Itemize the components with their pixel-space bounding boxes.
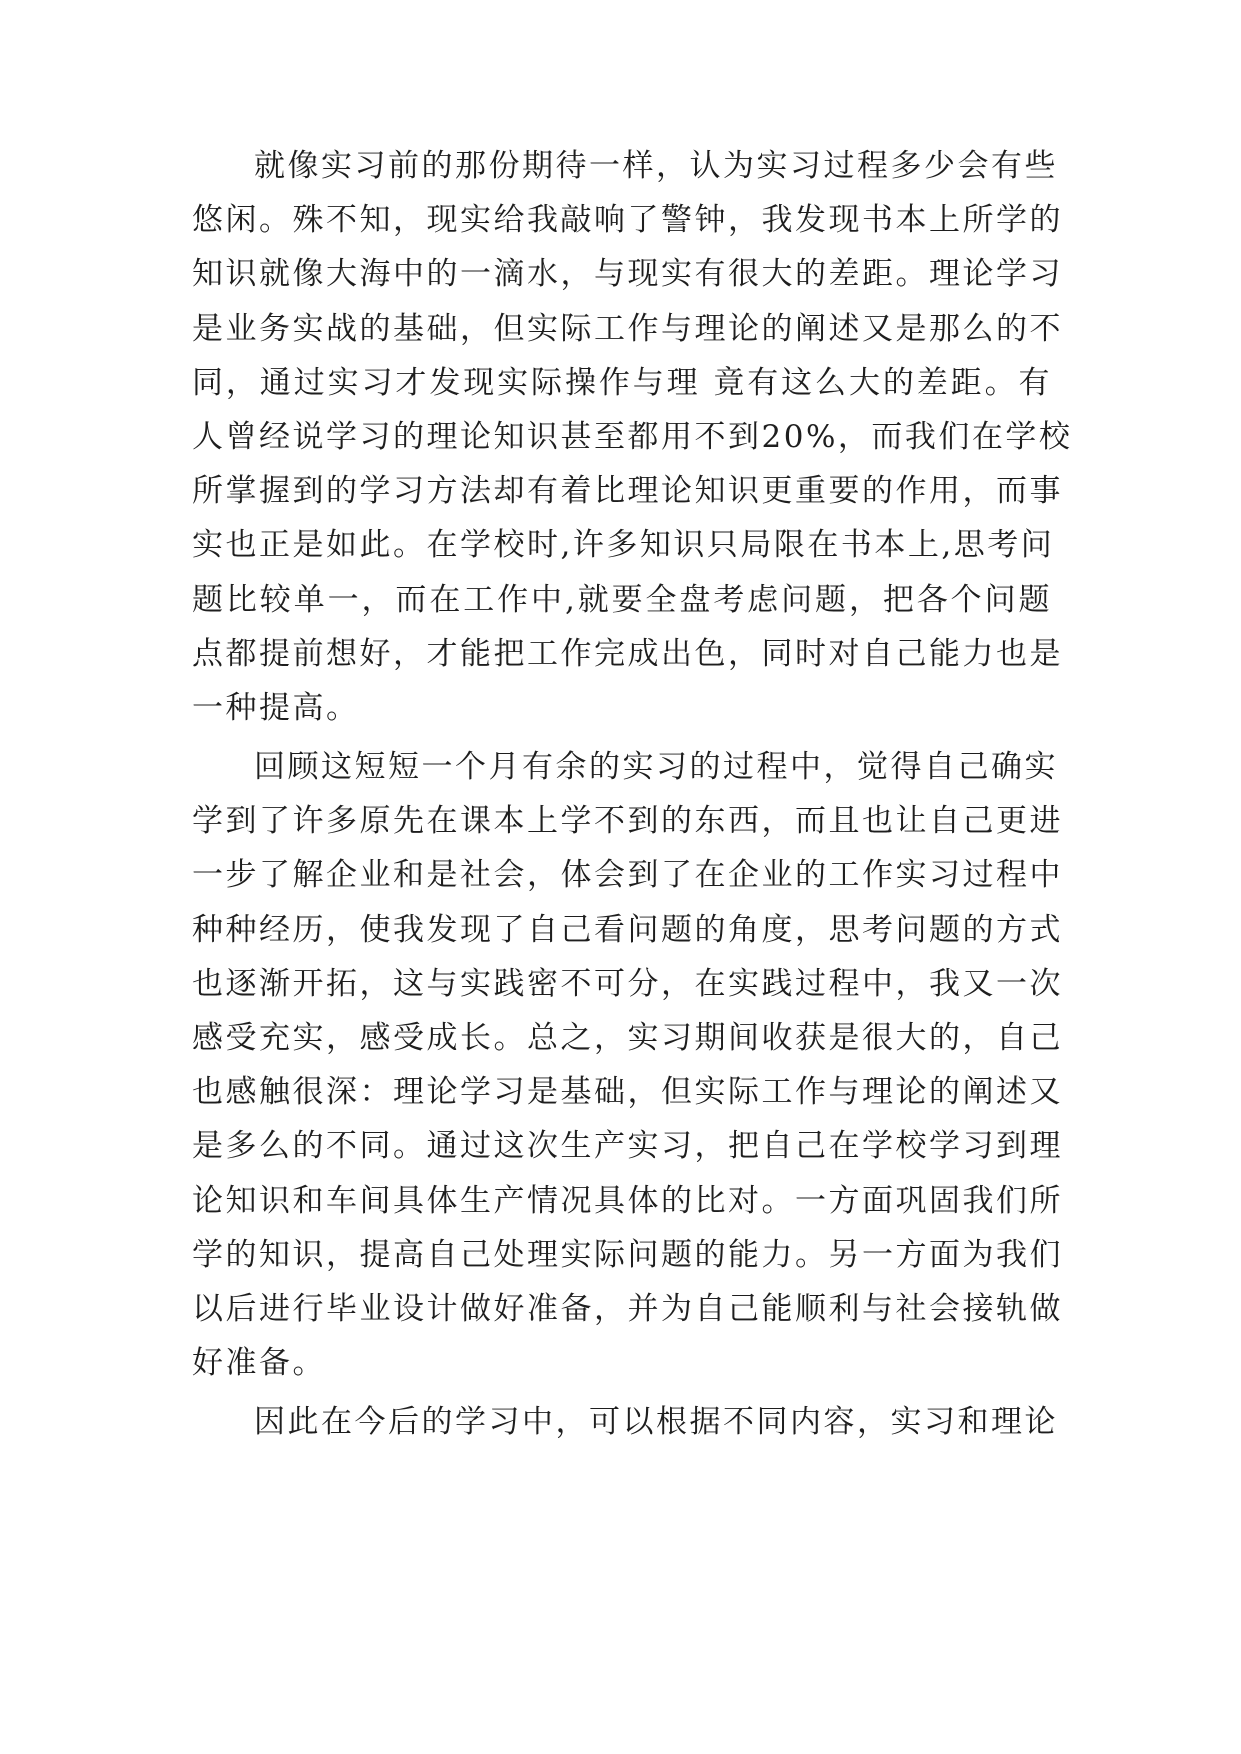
paragraph-1-line-7: 所掌握到的学习方法却有着比理论知识更重要的作用，而事	[192, 473, 1063, 509]
paragraph-1-line-3: 知识就像大海中的一滴水，与现实有很大的差距。理论学习	[192, 256, 1063, 292]
paragraph-2-line-8: 是多么的不同。通过这次生产实习，把自己在学校学习到理	[192, 1128, 1063, 1164]
paragraph-1-line-5: 同，通过实习才发现实际操作与理 竟有这么大的差距。有	[192, 365, 1052, 401]
paragraph-1-line-10: 点都提前想好，才能把工作完成出色，同时对自己能力也是	[192, 636, 1063, 672]
paragraph-3-line-1: 因此在今后的学习中，可以根据不同内容，实习和理论	[254, 1404, 1058, 1440]
paragraph-2-line-2: 学到了许多原先在课本上学不到的东西，而且也让自己更进	[192, 803, 1063, 839]
paragraph-1-line-4: 是业务实战的基础，但实际工作与理论的阐述又是那么的不	[192, 311, 1063, 347]
paragraph-1-line-11: 一种提高。	[192, 690, 360, 726]
paragraph-1-line-8: 实也正是如此。在学校时,许多知识只局限在书本上,思考问	[192, 527, 1055, 563]
paragraph-2-line-1: 回顾这短短一个月有余的实习的过程中，觉得自己确实	[254, 749, 1058, 785]
paragraph-2-line-11: 以后进行毕业设计做好准备，并为自己能顺利与社会接轨做	[192, 1291, 1063, 1327]
paragraph-2-line-10: 学的知识，提高自己处理实际问题的能力。另一方面为我们	[192, 1237, 1063, 1273]
paragraph-2-line-6: 感受充实，感受成长。总之，实习期间收获是很大的，自己	[192, 1020, 1063, 1056]
paragraph-2-line-4: 种种经历，使我发现了自己看问题的角度，思考问题的方式	[192, 912, 1063, 948]
paragraph-2-line-7: 也感触很深：理论学习是基础，但实际工作与理论的阐述又	[192, 1074, 1063, 1110]
paragraph-1-line-6: 人曾经说学习的理论知识甚至都用不到20%，而我们在学校	[192, 419, 1073, 455]
paragraph-1-line-1: 就像实习前的那份期待一样，认为实习过程多少会有些	[254, 148, 1058, 184]
paragraph-2-line-12: 好准备。	[192, 1345, 326, 1381]
paragraph-2-line-5: 也逐渐开拓，这与实践密不可分，在实践过程中，我又一次	[192, 966, 1063, 1002]
paragraph-1-line-9: 题比较单一，而在工作中,就要全盘考虑问题，把各个问题	[192, 582, 1052, 618]
paragraph-2-line-9: 论知识和车间具体生产情况具体的比对。一方面巩固我们所	[192, 1183, 1063, 1219]
paragraph-1-line-2: 悠闲。殊不知，现实给我敲响了警钟，我发现书本上所学的	[192, 202, 1063, 238]
paragraph-2-line-3: 一步了解企业和是社会，体会到了在企业的工作实习过程中	[192, 857, 1063, 893]
